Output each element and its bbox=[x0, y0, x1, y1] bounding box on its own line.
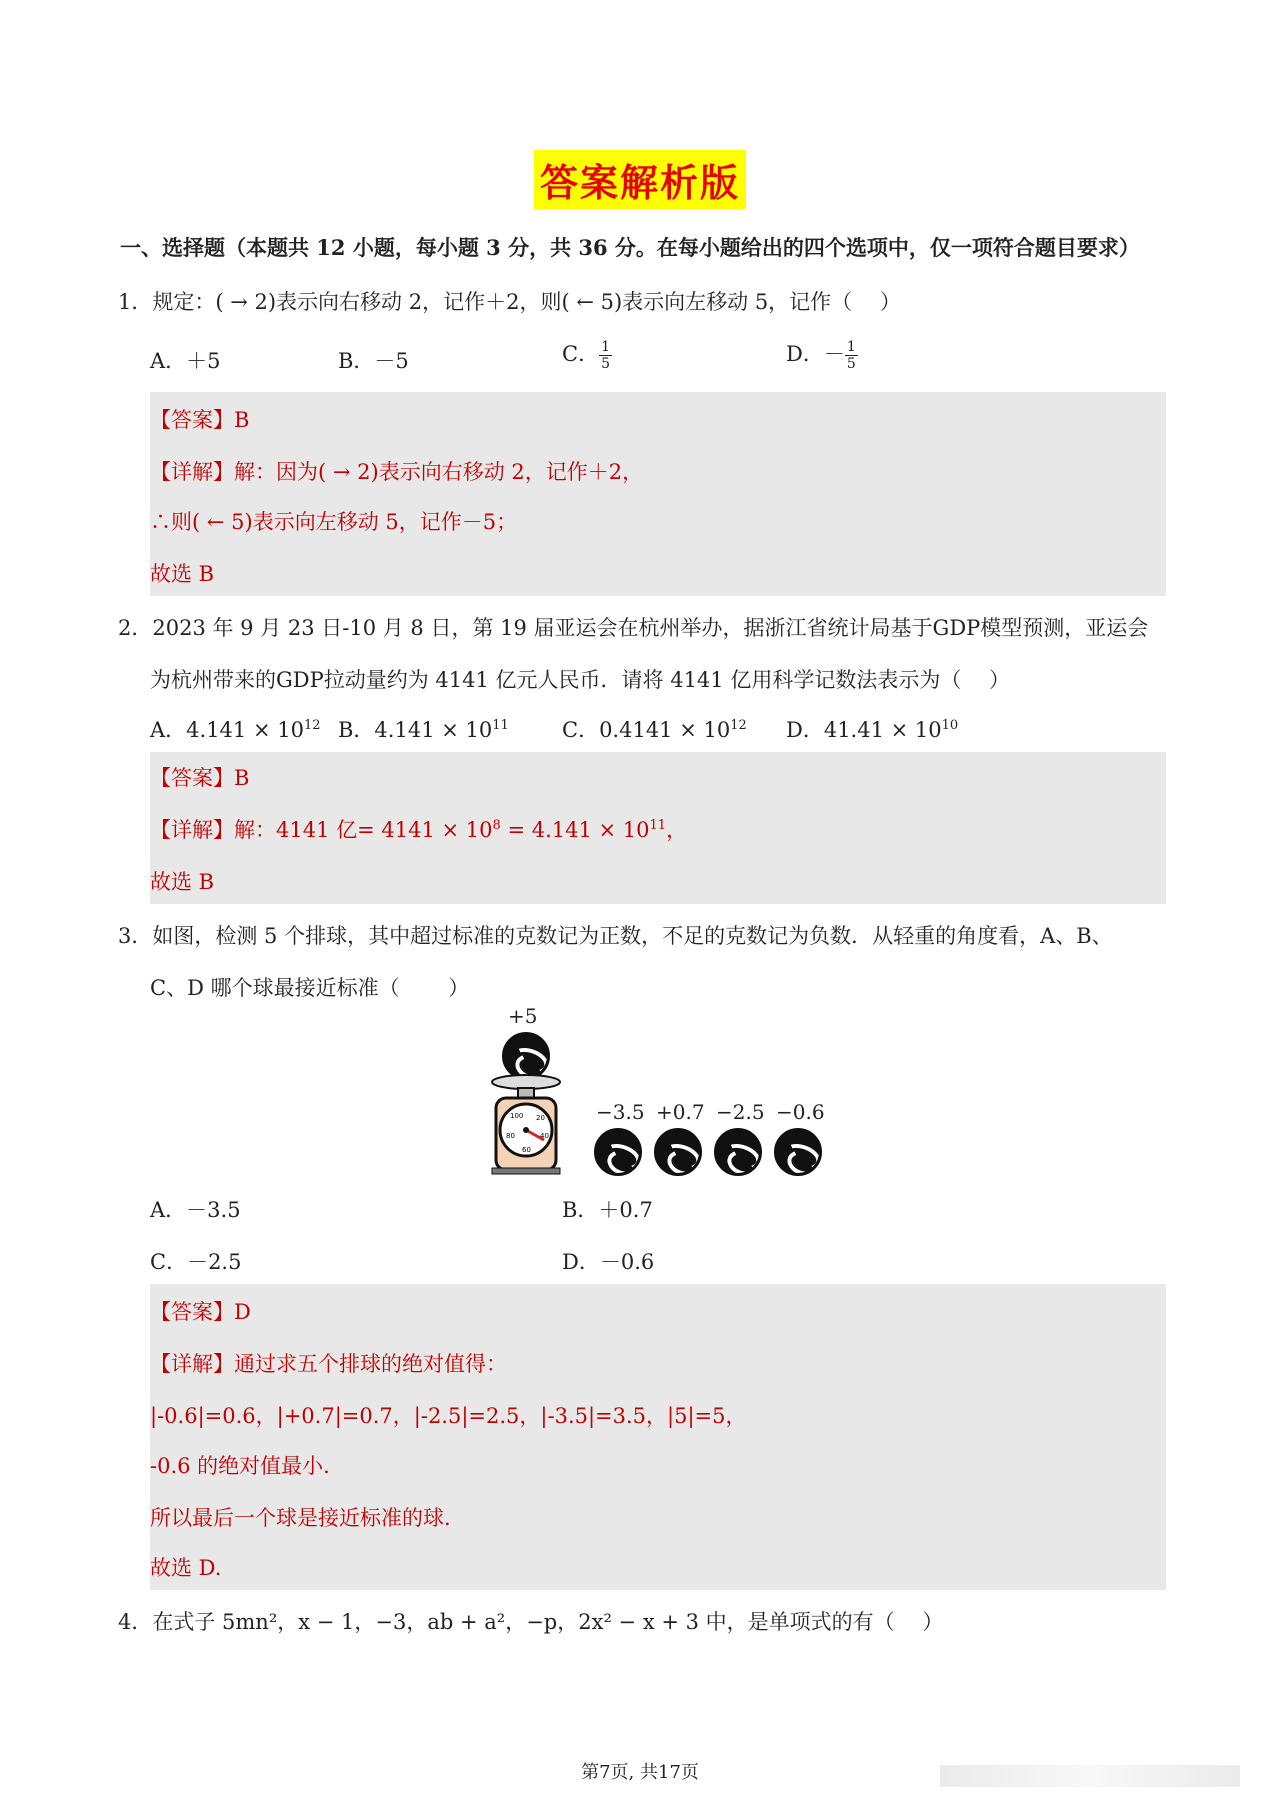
q3-answer: 【答案】D bbox=[150, 1300, 251, 1324]
q3-option-b: B．＋0.7 bbox=[562, 1198, 653, 1222]
q2-option-a bbox=[150, 714, 321, 744]
fraction-denominator: 5 bbox=[846, 356, 856, 372]
q1-option-c-prefix: C． bbox=[562, 342, 600, 366]
watermark-blur bbox=[940, 1765, 1240, 1787]
q2-option-a-base: A．4.141 × 10 bbox=[150, 718, 304, 742]
scale-icon bbox=[488, 1074, 564, 1176]
q2-detail-1-exponent: 8 bbox=[492, 818, 501, 833]
q4-stem: 4．在式子 5mn²，x − 1，−3，ab + a²，−p，2x² − x + 3 中，是单项式的有（ ） bbox=[118, 1610, 944, 1634]
q1-option-a: A．＋5 bbox=[150, 349, 221, 373]
volleyball-figure bbox=[480, 1004, 840, 1179]
scale-mark-40: 40 bbox=[540, 1132, 549, 1140]
section-heading: 一、选择题（本题共 12 小题，每小题 3 分，共 36 分。在每小题给出的四个选项中，仅一项符合题目要求） bbox=[120, 235, 1140, 260]
q1-detail-1: 【详解】解：因为( → 2)表示向右移动 2，记作＋2， bbox=[150, 460, 644, 484]
scale-mark-60: 60 bbox=[522, 1146, 531, 1154]
q2-detail-1-end: ， bbox=[666, 818, 688, 842]
q1-detail-3: 故选 B bbox=[150, 562, 215, 586]
ball-a-label: −3.5 bbox=[596, 1100, 645, 1124]
title-wrap bbox=[0, 150, 1280, 209]
q2-answer-box bbox=[150, 752, 1166, 904]
q1-option-c-fraction bbox=[599, 339, 612, 372]
q1-stem: 1．规定：( → 2)表示向右移动 2，记作＋2，则( ← 5)表示向左移动 5，记作（ ） bbox=[118, 290, 901, 314]
q3-detail-5: 故选 D. bbox=[150, 1556, 222, 1580]
scale-ball-label: +5 bbox=[508, 1004, 538, 1028]
q3-stem-line-2: C、D 哪个球最接近标准（ ） bbox=[150, 976, 470, 1000]
scale-mark-100: 100 bbox=[510, 1112, 524, 1120]
ball-b-label: +0.7 bbox=[656, 1100, 705, 1124]
page-title: 答案解析版 bbox=[534, 150, 746, 209]
q2-detail-1-exponent-2: 11 bbox=[649, 818, 667, 833]
q3-detail-2: |-0.6|=0.6，|+0.7|=0.7，|-2.5|=2.5，|-3.5|=3.5，|5|=5， bbox=[150, 1404, 747, 1428]
q2-option-c-exponent: 12 bbox=[730, 718, 747, 733]
q2-option-b bbox=[338, 714, 509, 744]
volleyball-a-icon bbox=[594, 1128, 642, 1176]
q2-detail-1 bbox=[150, 814, 687, 844]
ball-d-label: −0.6 bbox=[776, 1100, 825, 1124]
volleyball-d-icon bbox=[774, 1128, 822, 1176]
volleyball-b-icon bbox=[654, 1128, 702, 1176]
q1-answer: 【答案】B bbox=[150, 408, 250, 432]
q2-detail-1-mid: = 4.141 × 10 bbox=[500, 818, 650, 842]
scale-mark-20: 20 bbox=[536, 1114, 545, 1122]
q1-option-d-fraction bbox=[845, 339, 858, 372]
fraction-numerator: 1 bbox=[846, 339, 856, 355]
q2-option-d-base: D．41.41 × 10 bbox=[786, 718, 942, 742]
q2-option-a-exponent: 12 bbox=[303, 718, 321, 733]
page-footer: 第7页, 共17页 bbox=[581, 1762, 699, 1783]
q2-stem-line-2: 为杭州带来的GDP拉动量约为 4141 亿元人民币．请将 4141 亿用科学记数法表示为（ ） bbox=[150, 668, 1011, 692]
q3-detail-3: -0.6 的绝对值最小. bbox=[150, 1454, 330, 1478]
ball-c-label: −2.5 bbox=[716, 1100, 765, 1124]
q2-answer: 【答案】B bbox=[150, 766, 250, 790]
q2-detail-1-text: 【详解】解：4141 亿= 4141 × 10 bbox=[150, 818, 493, 842]
q2-option-b-base: B．4.141 × 10 bbox=[338, 718, 493, 742]
q2-option-d bbox=[786, 714, 958, 744]
fraction-denominator: 5 bbox=[601, 356, 610, 372]
q2-stem-line-1: 2．2023 年 9 月 23 日-10 月 8 日，第 19 届亚运会在杭州举办，据浙江省统计局基于GDP模型预测，亚运会 bbox=[118, 616, 1149, 640]
volleyball-c-icon bbox=[714, 1128, 762, 1176]
q2-option-c-base: C．0.4141 × 10 bbox=[562, 718, 731, 742]
q1-option-d bbox=[786, 338, 858, 372]
q1-option-b: B．－5 bbox=[338, 349, 409, 373]
q3-detail-1: 【详解】通过求五个排球的绝对值得： bbox=[150, 1352, 507, 1376]
q2-option-c bbox=[562, 714, 747, 744]
q3-option-c: C．－2.5 bbox=[150, 1250, 242, 1274]
q3-stem-line-1: 3．如图，检测 5 个排球，其中超过标准的克数记为正数，不足的克数记为负数．从轻重的角度看，A、B、 bbox=[118, 924, 1113, 948]
q1-detail-2: ∴则( ← 5)表示向左移动 5，记作－5； bbox=[150, 510, 518, 534]
q1-option-d-prefix: D．－ bbox=[786, 342, 845, 366]
q2-option-d-exponent: 10 bbox=[941, 718, 959, 733]
q3-option-a: A．－3.5 bbox=[150, 1198, 241, 1222]
q1-option-c bbox=[562, 338, 612, 372]
q1-answer-box bbox=[150, 392, 1166, 596]
q3-detail-4: 所以最后一个球是接近标准的球. bbox=[150, 1506, 451, 1530]
scale-mark-80: 80 bbox=[506, 1132, 515, 1140]
fraction-numerator: 1 bbox=[601, 339, 610, 355]
q2-option-b-exponent: 11 bbox=[492, 718, 509, 733]
q3-option-d: D．－0.6 bbox=[562, 1250, 655, 1274]
q3-answer-box bbox=[150, 1284, 1166, 1590]
q2-detail-2: 故选 B bbox=[150, 870, 215, 894]
volleyball-icon bbox=[502, 1032, 550, 1080]
